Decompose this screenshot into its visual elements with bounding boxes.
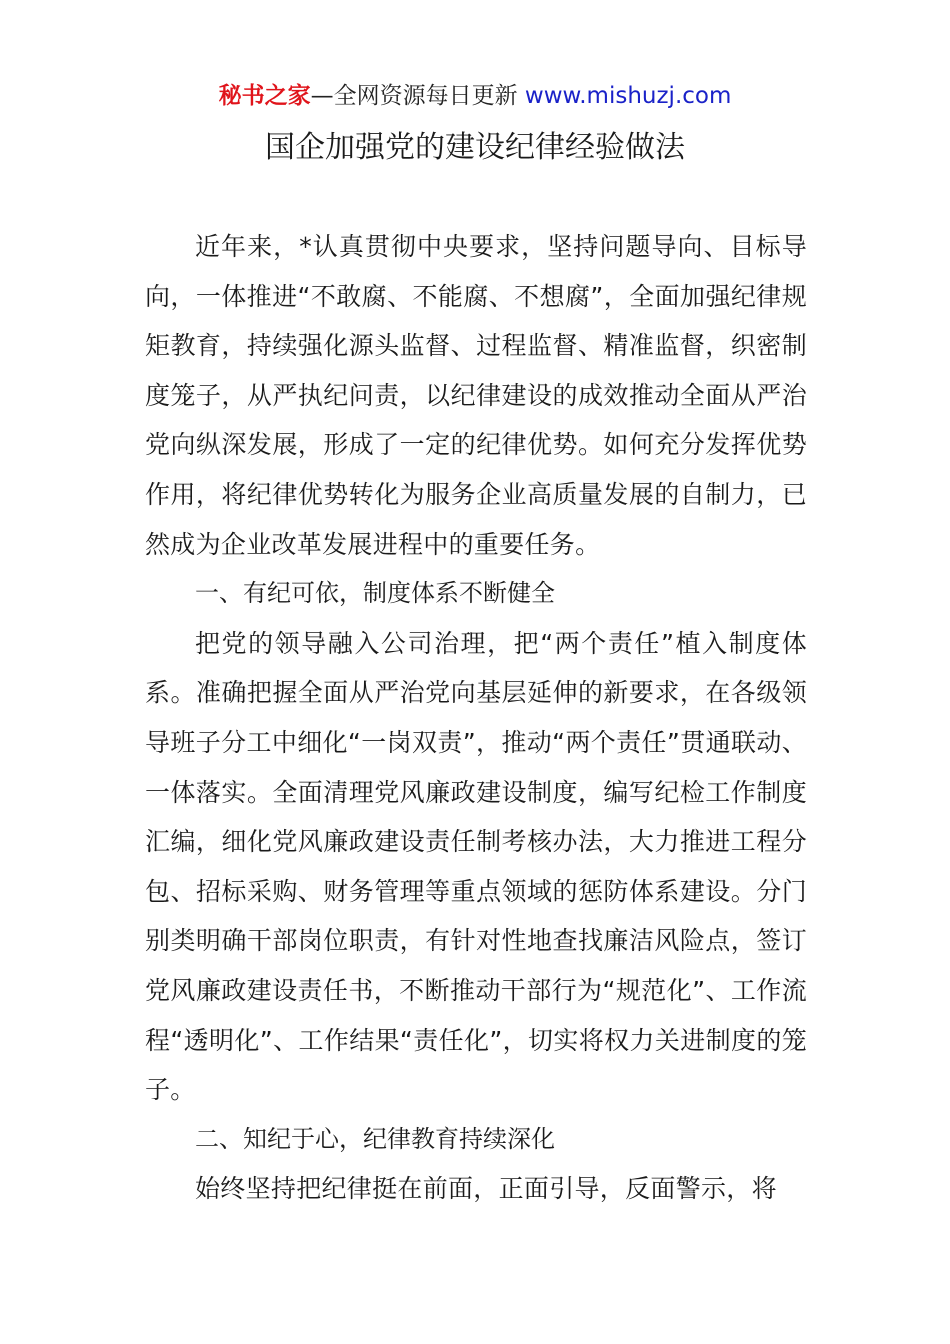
site-url-link[interactable]: www.mishuzj.com <box>524 83 732 109</box>
paragraph-intro: 近年来，*认真贯彻中央要求，坚持问题导向、目标导向，一体推进“不敢腐、不能腐、不想腐”，全面加强纪律规矩教育，持续强化源头监督、过程监督、精准监督，织密制度笼子，从严执纪问责，以纪律建设的成效推动全面从严治党向纵深发展，形成了一定的纪律优势。如何充分发挥优势作用，将纪律优势转化为服务企业高质量发展的自制力，已然成为企业改革发展进程中的重要任务。 <box>145 232 807 559</box>
section-heading-2: 二、知纪于心，纪律教育持续深化 <box>195 1124 555 1153</box>
paragraph-section-2: 始终坚持把纪律挺在前面，正面引导，反面警示，将 <box>195 1174 777 1204</box>
brand-name: 秘书之家 <box>218 83 311 109</box>
site-header <box>0 80 950 112</box>
document-title: 国企加强党的建设纪律经验做法 <box>265 130 685 165</box>
paragraph-section-1: 把党的领导融入公司治理，把“两个责任”植入制度体系。准确把握全面从严治党向基层延伸的新要求，在各级领导班子分工中细化“一岗双责”，推动“两个责任”贯通联动、一体落实。全面清理党风廉政建设制度，编写纪检工作制度汇编，细化党风廉政建设责任制考核办法，大力推进工程分包、招标采购、财务管理等重点领域的惩防体系建设。分门别类明确干部岗位职责，有针对性地查找廉洁风险点，签订党风廉政建设责任书，不断推动干部行为“规范化”、工作流程“透明化”、工作结果“责任化”，切实将权力关进制度的笼子。 <box>145 628 807 1105</box>
section-heading-1: 一、有纪可依，制度体系不断健全 <box>195 579 555 608</box>
header-tagline: —全网资源每日更新 <box>310 83 518 109</box>
document-body <box>145 222 807 1214</box>
